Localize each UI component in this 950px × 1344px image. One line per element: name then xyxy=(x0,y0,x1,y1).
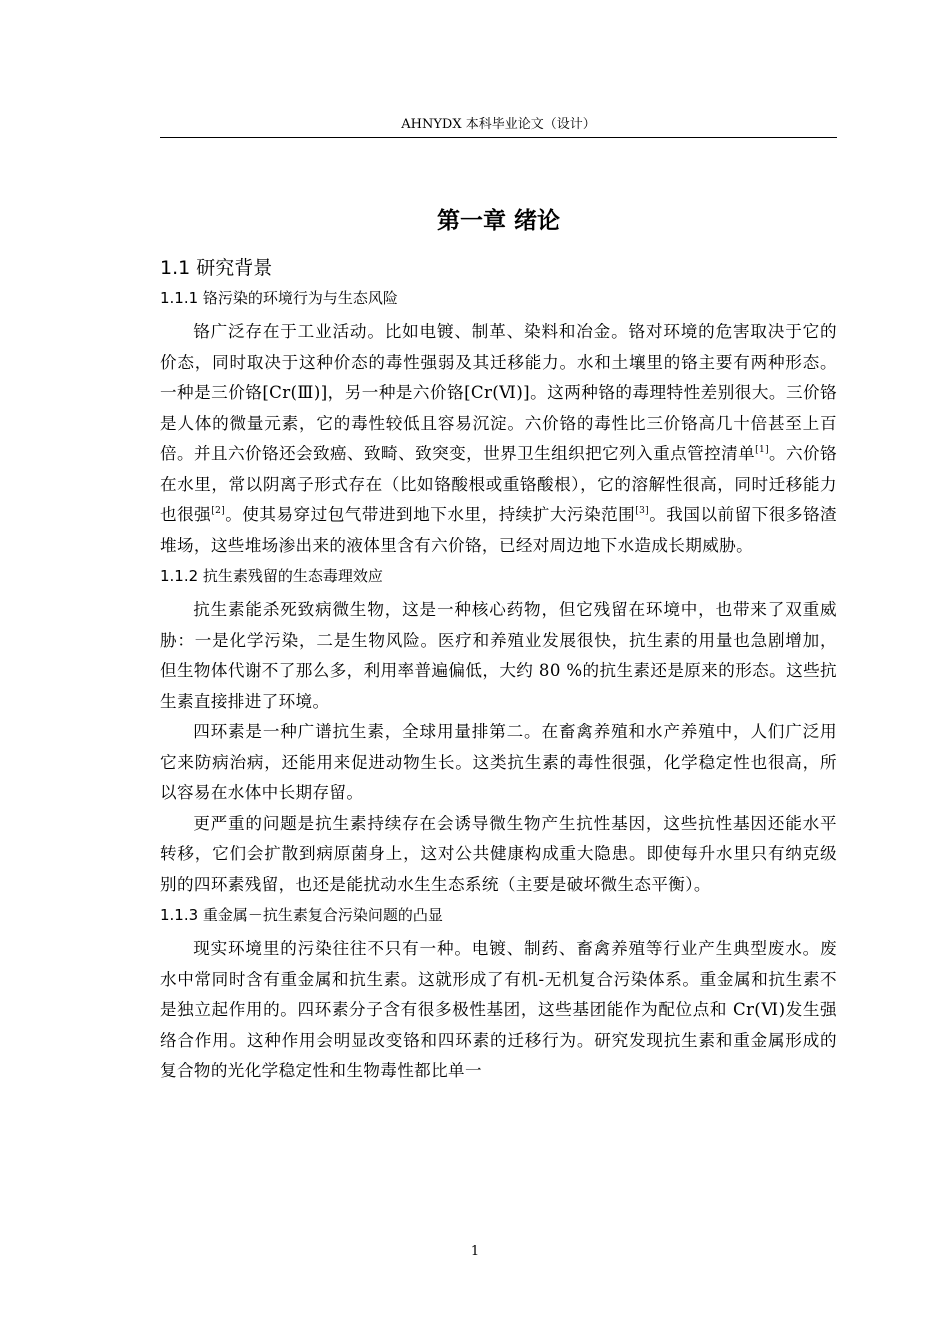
citation-ref: [3] xyxy=(635,506,650,516)
paragraph-resistance-genes: 更严重的问题是抗生素持续存在会诱导微生物产生抗性基因，这些抗性基因还能水平转移，它们会扩散到病原菌身上，这对公共健康构成重大隐患。即使每升水里只有纳克级别的四环素残留，也还是能扰动水生生态系统（主要是破坏微生态平衡）。 xyxy=(160,813,837,894)
running-header: AHNYDX 本科毕业论文（设计） xyxy=(401,117,596,132)
subsection-heading-1-1-1: 1.1.1 铬污染的环境行为与生态风险 xyxy=(160,289,398,307)
paragraph-text: 。六价铬在水里，常以阴离子形式存在（比如铬酸根或重铬酸根），它的溶解性很高，同时迁移能力也很强 xyxy=(160,444,838,524)
chapter-title: 第一章 绪论 xyxy=(436,208,560,234)
citation-ref: [1] xyxy=(755,445,769,455)
paragraph-tetracycline: 四环素是一种广谱抗生素，全球用量排第二。在畜禽养殖和水产养殖中，人们广泛用它来防病治病，还能用来促进动物生长。这类抗生素的毒性很强，化学稳定性也很高，所以容易在水体中长期存留。 xyxy=(160,722,837,802)
paragraph-antibiotics-threat: 抗生素能杀死致病微生物，这是一种核心药物，但它残留在环境中，也带来了双重威胁：一是化学污染，二是生物风险。医疗和养殖业发展很快，抗生素的用量也急剧增加，但生物体代谢不了那么多，利用率普遍偏低，大约 80 %的抗生素还是原来的形态。这些抗生素直接排进了环境。 xyxy=(160,600,837,711)
subsection-heading-1-1-2: 1.1.2 抗生素残留的生态毒理效应 xyxy=(160,567,383,585)
paragraph-text: 。我国以前留下很多铬渣堆场，这些堆场渗出来的液体里含有六价铬，已经对周边地下水造成长期威胁。 xyxy=(160,505,837,555)
citation-ref: [2] xyxy=(211,506,226,516)
section-heading: 1.1 研究背景 xyxy=(160,257,273,279)
page-content xyxy=(160,200,837,1087)
paragraph-text: 。使其易穿过包气带进到地下水里，持续扩大污染范围 xyxy=(225,505,636,524)
paragraph-text: 铬广泛存在于工业活动。比如电镀、制革、染料和冶金。铬对环境的危害取决于它的价态，同时取决于这种价态的毒性强弱及其迁移能力。水和土壤里的铬主要有两种形态。一种是三价铬[Cr(Ⅲ)]，另一种是六价铬[Cr(Ⅵ)]。这两种铬的毒理特性差别很大。三价铬是人体的微量元素，它的毒性较低且容易沉淀。六价铬的毒性比三价铬高几十倍甚至上百倍。并且六价铬还会致癌、致畸、致突变，世界卫生组织把它列入重点管控清单 xyxy=(160,322,837,463)
paragraph-chromium xyxy=(160,317,837,561)
page-number: 1 xyxy=(470,1244,480,1259)
subsection-heading-1-1-3: 1.1.3 重金属－抗生素复合污染问题的凸显 xyxy=(160,906,443,924)
header-rule xyxy=(160,137,837,138)
paragraph-combined-pollution: 现实环境里的污染往往不只有一种。电镀、制药、畜禽养殖等行业产生典型废水。废水中常同时含有重金属和抗生素。这就形成了有机-无机复合污染体系。重金属和抗生素不是独立起作用的。四环素分子含有很多极性基团，这些基团能作为配位点和 Cr(Ⅵ)发生强络合作用。这种作用会明显改变铬和四环素的迁移行为。研究发现抗生素和重金属形成的复合物的光化学稳定性和生物毒性都比单一 xyxy=(160,939,837,1080)
